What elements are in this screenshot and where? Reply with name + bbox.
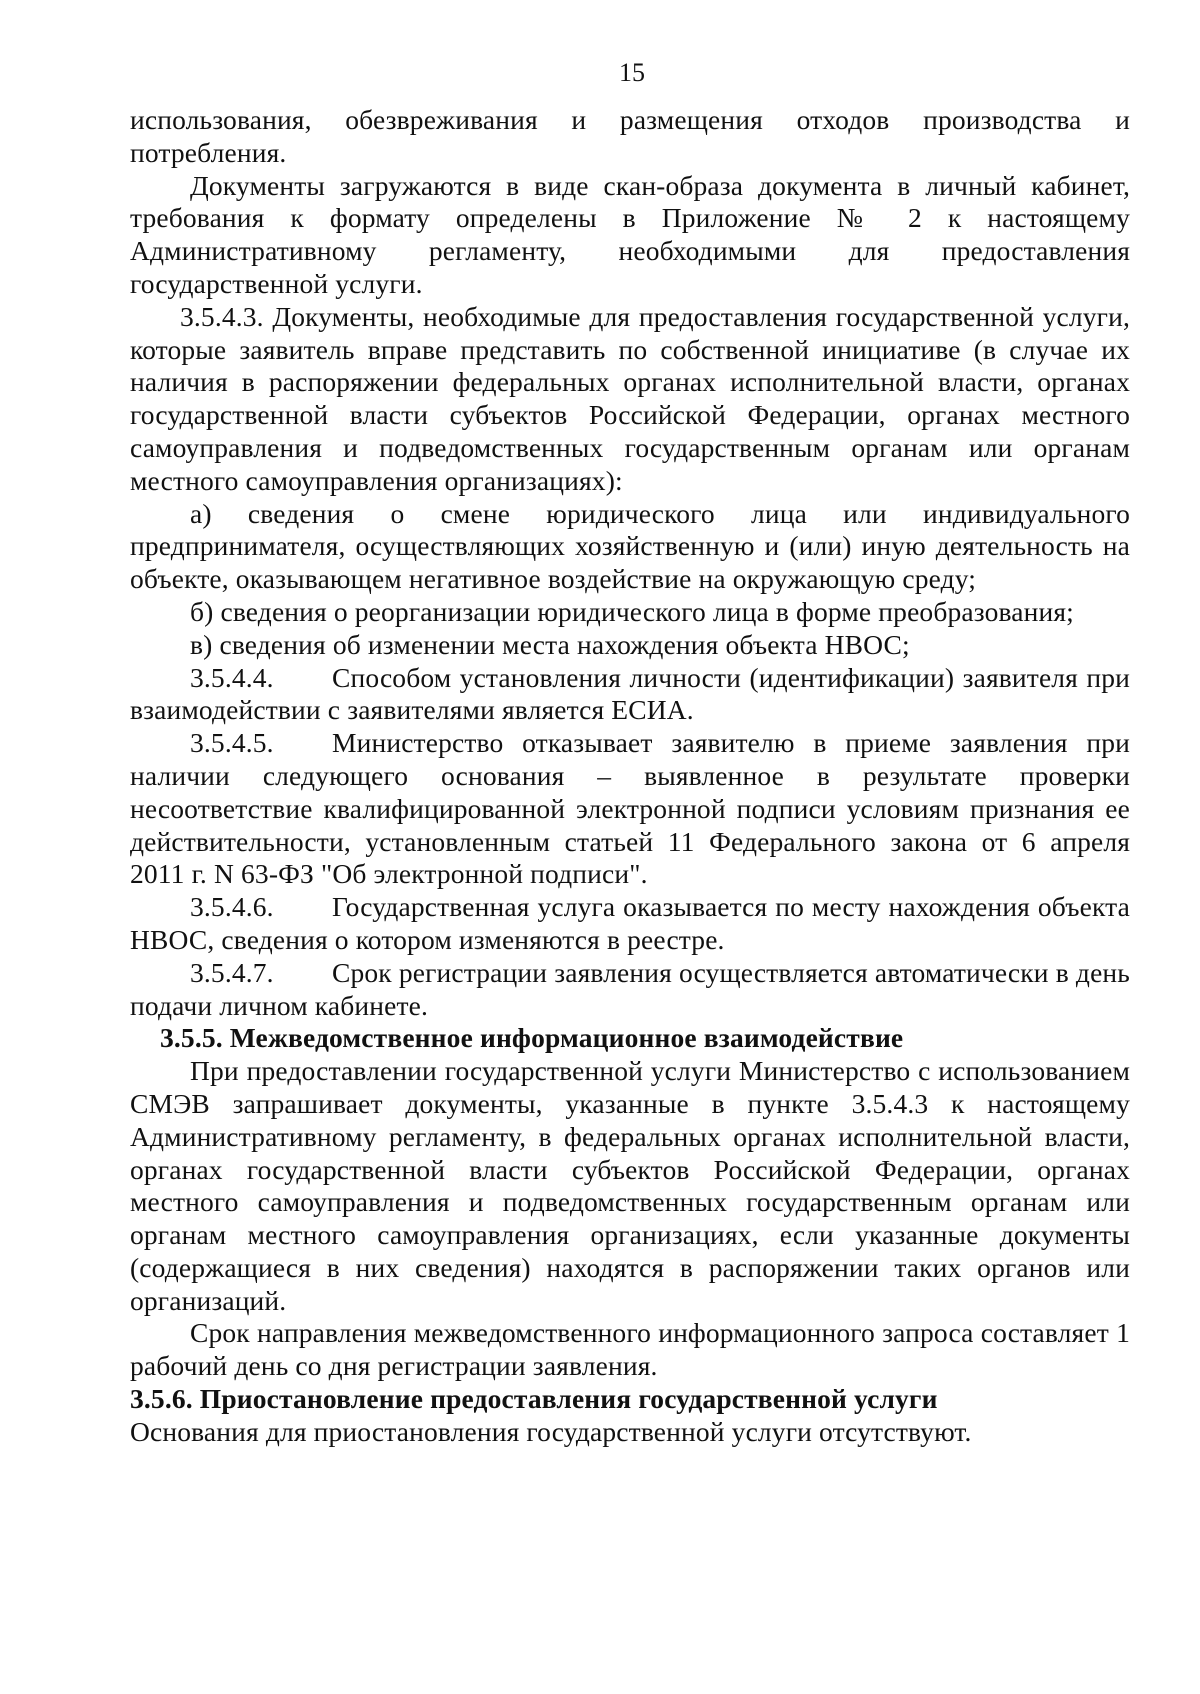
section-heading-3-5-5: 3.5.5. Межведомственное информационное взаимодействие: [160, 1022, 904, 1054]
list-item-b: б) сведения о реорганизации юридического лица в форме преобразования;: [190, 595, 1074, 627]
paragraph-request-deadline: Срок направления межведомственного информационного запроса составляет 1 рабочий день со дня регистрации заявления.: [130, 1317, 1130, 1382]
paragraph-smev-request: При предоставлении государственной услуги Министерство с использованием СМЭВ запрашивает документы, указанные в пункте 3.5.4.3 к настоящему Административному регламенту, в федеральных органах исполнительной власти, органах государственной власти субъектов Российской Федерации, органах местного самоуправления и подведомственных государственным органам или органам местного самоуправления организациях, если указанные документы (содержащиеся в них сведения) находятся в распоряжении таких органов или организаций.: [130, 1055, 1130, 1316]
clause-text: Срок регистрации заявления осуществляется автоматически в день подачи личном кабинете.: [130, 956, 1130, 1021]
clause-text: Государственная услуга оказывается по месту нахождения объекта НВОС, сведения о котором изменяются в реестре.: [130, 891, 1130, 955]
clause-number: 3.5.4.6.: [190, 891, 274, 923]
paragraph-3-5-4-3: 3.5.4.3. Документы, необходимые для предоставления государственной услуги, которые заявитель вправе представить по собственной инициативе (в случае их наличия в распоряжении федеральных органах исполнительной власти, органах государственной власти субъектов Российской Федерации, органах местного самоуправления и подведомственных государственным органам или органам местного самоуправления организациях):: [130, 300, 1130, 496]
paragraph-continuation: использования, обезвреживания и размещения отходов производства и потребления.: [130, 104, 1130, 168]
clause-text: Министерство отказывает заявителю в приеме заявления при наличии следующего основания – выявленное в результате проверки несоответствие квалифицированной электронной подписи условиям признания ее действительности, установленным статьей 11 Федерального закона от 6 апреля 2011 г. N 63-ФЗ "Об электронной подписи".: [130, 727, 1130, 890]
clause-text: Способом установления личности (идентификации) заявителя при взаимодействии с заявителями является ЕСИА.: [130, 661, 1130, 726]
paragraph-3-5-4-5: [130, 727, 1130, 891]
paragraph-documents-upload: Документы загружаются в виде скан-образа документа в личный кабинет, требования к формату определены в Приложение № 2 к настоящему Административному регламенту, необходимыми для предоставления государственной услуги.: [130, 169, 1130, 299]
list-item-a: а) сведения о смене юридического лица или индивидуального предпринимателя, осуществляющих хозяйственную и (или) иную деятельность на объекте, оказывающем негативное воздействие на окружающую среду;: [130, 497, 1130, 595]
clause-number: 3.5.4.7.: [190, 956, 274, 988]
list-item-v: в) сведения об изменении места нахождения объекта НВОС;: [190, 628, 910, 660]
paragraph-3-5-4-4: [130, 662, 1130, 728]
paragraph-suspension-grounds: Основания для приостановления государственной услуги отсутствуют.: [130, 1415, 972, 1447]
paragraph-3-5-4-6: [130, 891, 1130, 957]
section-heading-3-5-6: 3.5.6. Приостановление предоставления государственной услуги: [130, 1383, 938, 1415]
page-number: 15: [619, 58, 645, 87]
clause-number: 3.5.4.4.: [190, 661, 274, 693]
clause-number: 3.5.4.5.: [190, 727, 274, 759]
document-body: [130, 104, 1130, 1449]
paragraph-3-5-4-7: [130, 957, 1130, 1023]
